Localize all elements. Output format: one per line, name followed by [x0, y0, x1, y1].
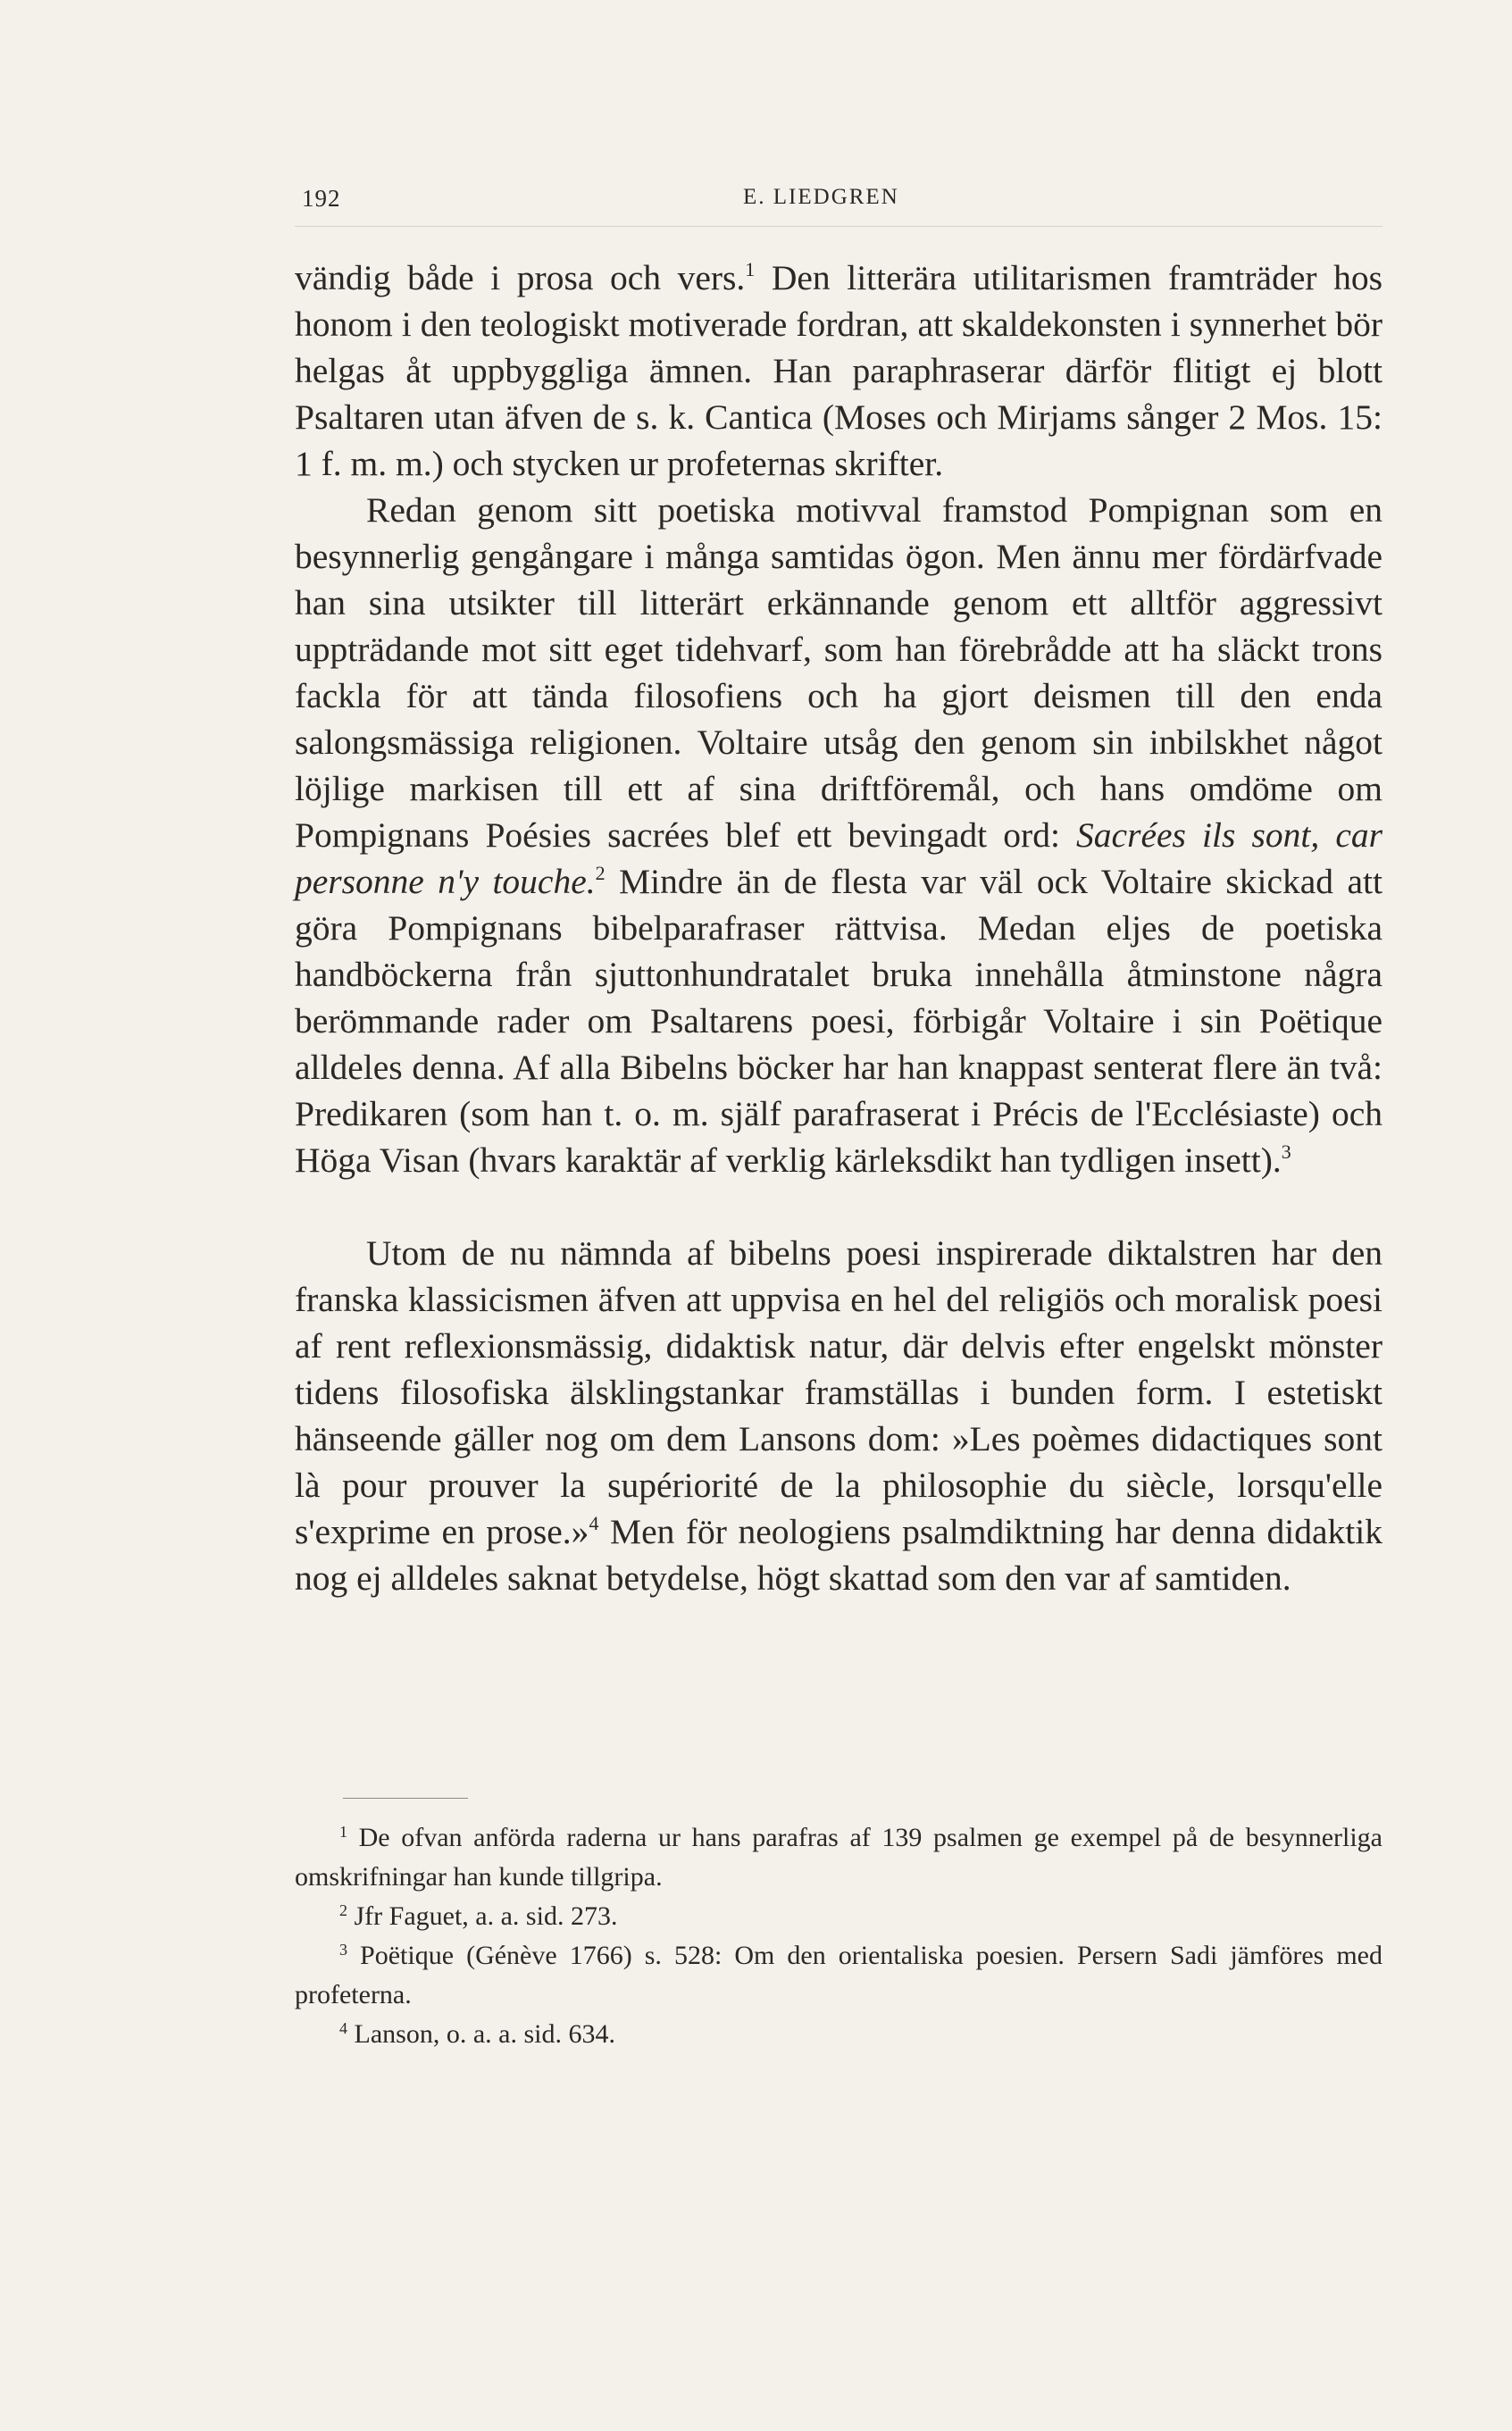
footnote-3: $^3$ Poëtique (Génève 1766) s. 528: Om den orientaliska poesien. Persern Sadi jämföres med profeterna.	[295, 1941, 1383, 2009]
footnote-1: $^1$ De ofvan anförda raderna ur hans parafras af 139 psalmen ge exempel på de besynnerliga omskrifningar han kunde tillgripa.	[295, 1823, 1383, 1892]
footnote-ref-1: 1	[745, 258, 756, 280]
footnote-ref-4: 4	[589, 1512, 599, 1534]
paragraph-1: vändig både i prosa och vers.$^1$ Den litterära utilitarismen framträder hos honom i den teologiskt motiverade fordran, att skaldekonsten i synnerhet bör helgas åt uppbyggliga ämnen. Han paraphraserar därför flitigt ej blott Psaltaren utan äfven de s. k. Cantica (Moses och Mirjams sånger 2 Mos. 15: 1 f. m. m.) och stycken ur profeternas skrifter.	[295, 258, 1383, 483]
paragraph-3: Utom de nu nämnda af bibelns poesi inspirerade diktalstren har den franska klassicismen äfven att uppvisa en hel del religiös och moralisk poesi af rent reflexionsmässig, didaktisk natur, där delvis efter engelskt mönster tidens filosofiska älsklingstankar framställas i bunden form. I estetiskt hänseende gäller nog om dem Lansons dom: »Les poèmes didactiques sont là pour prouver la supériorité de la philosophie du siècle, lorsqu'elle s'exprime en prose.»$^4$ Men för neologiens psalmdiktning har denna didaktik nog ej alldeles saknat betydelse, högt skattad som den var af samtiden.	[295, 1233, 1383, 1598]
running-head-author: E. LIEDGREN	[743, 185, 899, 209]
running-head	[295, 183, 1383, 227]
paragraph-2: Redan genom sitt poetiska motivval framstod Pompignan som en besynnerlig gengångare i många samtidas ögon. Men ännu mer fördärfvade han sina utsikter till litterärt erkännande genom ett alltför aggressivt uppträdande mot sitt eget tidehvarf, som han förebrådde att ha släckt trons fackla för att tända filosofiens och ha gjort deismen till den enda salongsmässiga religionen. Voltaire utsåg den genom sin inbilskhet något löjlige markisen till ett af sina driftföremål, och hans omdöme om Pompignans Poésies sacrées blef ett bevingadt ord: Sacrées ils sont, car personne n'y touche.$^2$ Mindre än de flesta var väl ock Voltaire skickad att göra Pompignans bibelparafraser rättvisa. Medan eljes de poetiska handböckerna från sjuttonhundratalet bruka innehålla åtminstone några berömmande rader om Psaltarens poesi, förbigår Voltaire i sin Poëtique alldeles denna. Af alla Bibelns böcker har han knappast senterat flere än två: Predikaren (som han t. o. m. själf parafraserat i Précis de l'Ecclésiaste) och Höga Visan (hvars karaktär af verklig kärleksdikt han tydligen insett).$^3$	[295, 490, 1383, 1180]
voltaire-quote: Sacrées ils sont, car personne n'y touche.	[295, 815, 1383, 901]
footnote-divider	[343, 1798, 468, 1799]
footnote-ref-3: 3	[1281, 1140, 1291, 1163]
footnotes	[295, 1818, 1383, 2054]
footnote-ref-2: 2	[595, 862, 606, 884]
footnote-2: $^2$ Jfr Faguet, a. a. sid. 273.	[339, 1901, 618, 1931]
page-number: 192	[302, 185, 341, 212]
footnote-4: $^4$ Lanson, o. a. a. sid. 634.	[339, 2019, 615, 2049]
body-text	[295, 255, 1383, 1601]
